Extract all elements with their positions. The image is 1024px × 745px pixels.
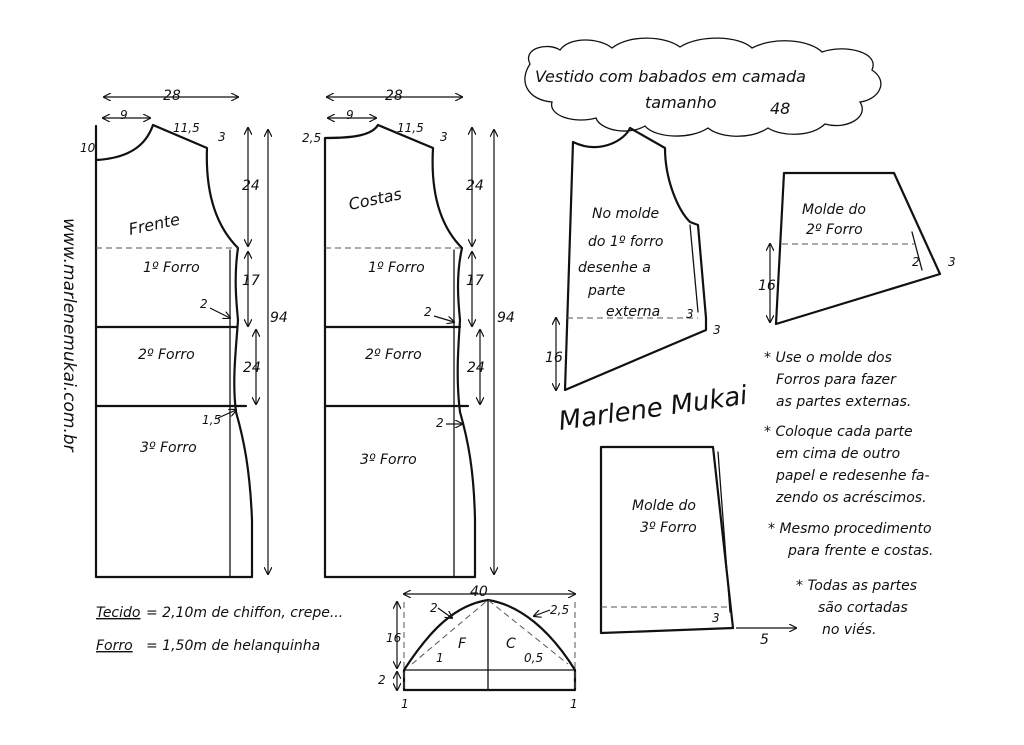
note-line-7: zendo os acréscimos. (776, 490, 927, 506)
mold1-text4: parte (588, 283, 626, 299)
front-tier2: 2º Forro (138, 347, 195, 363)
back-tier2: 2º Forro (365, 347, 422, 363)
website-text: www.marlenemukai.com.br (59, 218, 79, 452)
note-line-4: * Coloque cada parte (764, 424, 913, 440)
fabric-value-1: = 2,10m de chiffon, crepe... (146, 605, 344, 621)
note-line-6: papel e redesenhe fa- (776, 468, 930, 484)
mold1-ext2: 3 (713, 323, 721, 337)
front-height-mid: 17 (242, 273, 260, 289)
mold1-text1: No molde (592, 206, 660, 222)
note-line-8: * Mesmo procedimento (768, 521, 932, 537)
mold2-text1: Molde do (802, 202, 866, 218)
sleeve-front-letter: F (458, 636, 467, 652)
sleeve-height: 16 (386, 631, 402, 645)
mold2-ext2: 3 (948, 255, 956, 269)
front-shoulder-drop: 3 (218, 130, 226, 144)
sleeve-base-right: 1 (570, 697, 578, 711)
mold3-text2: 3º Forro (640, 520, 697, 536)
back-side-in: 2 (424, 305, 432, 319)
sleeve-c-top: 2,5 (550, 603, 570, 617)
note-line-1: * Use o molde dos (764, 350, 892, 366)
front-shoulder: 11,5 (173, 121, 200, 135)
sleeve-f-low: 1 (436, 651, 444, 665)
note-line-5: em cima de outro (776, 446, 901, 462)
back-neck-width: 9 (346, 108, 354, 122)
back-label: Costas (346, 184, 404, 214)
front-width: 28 (163, 88, 181, 104)
note-line-2: Forros para fazer (776, 372, 896, 388)
back-shoulder: 11,5 (397, 121, 424, 135)
note-line-9: para frente e costas. (788, 543, 934, 559)
mold1-ext1: 3 (686, 307, 694, 321)
fabric-label-1: Tecido (96, 605, 141, 621)
back-width: 28 (385, 88, 403, 104)
back-neck-drop: 2,5 (302, 131, 322, 145)
front-tier1: 1º Forro (143, 260, 200, 276)
mold2-text2: 2º Forro (806, 222, 863, 238)
title-line1: Vestido com babados em camada (535, 67, 806, 86)
sleeve-c-low: 0,5 (524, 651, 544, 665)
note-line-12: no viés. (822, 622, 877, 638)
mold1-text3: desenhe a (578, 260, 651, 276)
note-line-11: são cortadas (818, 600, 908, 616)
title-size-label: tamanho (645, 93, 717, 112)
back-shoulder-drop: 3 (440, 130, 448, 144)
fabric-label-2: Forro (96, 638, 133, 654)
instruction-notes (764, 350, 933, 638)
back-tier3: 3º Forro (360, 452, 417, 468)
front-height-top: 24 (242, 178, 260, 194)
mold1-text2: do 1º forro (588, 234, 664, 250)
title-size-value: 48 (770, 99, 791, 118)
back-side-low: 2 (436, 416, 444, 430)
mold3-text1: Molde do (632, 498, 696, 514)
front-height-low: 24 (243, 360, 261, 376)
title-cloud (525, 38, 881, 136)
sleeve-f-top: 2 (430, 601, 438, 615)
sleeve-width: 40 (470, 584, 488, 600)
front-neck-width: 9 (120, 108, 128, 122)
sleeve-hem: 2 (378, 673, 386, 687)
sleeve-pattern (378, 584, 578, 711)
fabric-value-2: = 1,50m de helanquinha (146, 638, 321, 654)
mold-2-pattern (758, 173, 956, 324)
mold3-ext2: 5 (760, 632, 769, 648)
back-total: 94 (497, 310, 515, 326)
back-height-mid: 17 (466, 273, 484, 289)
mold1-height: 16 (545, 350, 563, 366)
front-side-in: 2 (200, 297, 208, 311)
note-line-3: as partes externas. (776, 394, 912, 410)
back-tier1: 1º Forro (368, 260, 425, 276)
sleeve-base-left: 1 (401, 697, 409, 711)
fabric-info (96, 605, 343, 654)
back-height-low: 24 (467, 360, 485, 376)
mold2-ext1: 2 (912, 255, 920, 269)
front-side-low: 1,5 (202, 413, 222, 427)
front-tier3: 3º Forro (140, 440, 197, 456)
note-line-10: * Todas as partes (796, 578, 917, 594)
sleeve-back-letter: C (506, 636, 516, 652)
front-pattern (80, 88, 288, 577)
mold-3-pattern (601, 447, 796, 648)
mold1-text5: externa (606, 304, 661, 320)
back-pattern (302, 88, 515, 577)
front-neck-drop: 10 (80, 141, 96, 155)
signature: Marlene Mukai (556, 380, 750, 437)
front-total: 94 (270, 310, 288, 326)
back-height-top: 24 (466, 178, 484, 194)
mold2-height: 16 (758, 278, 776, 294)
mold-1-pattern (545, 128, 721, 390)
mold3-ext1: 3 (712, 611, 720, 625)
front-label: Frente (126, 209, 182, 239)
